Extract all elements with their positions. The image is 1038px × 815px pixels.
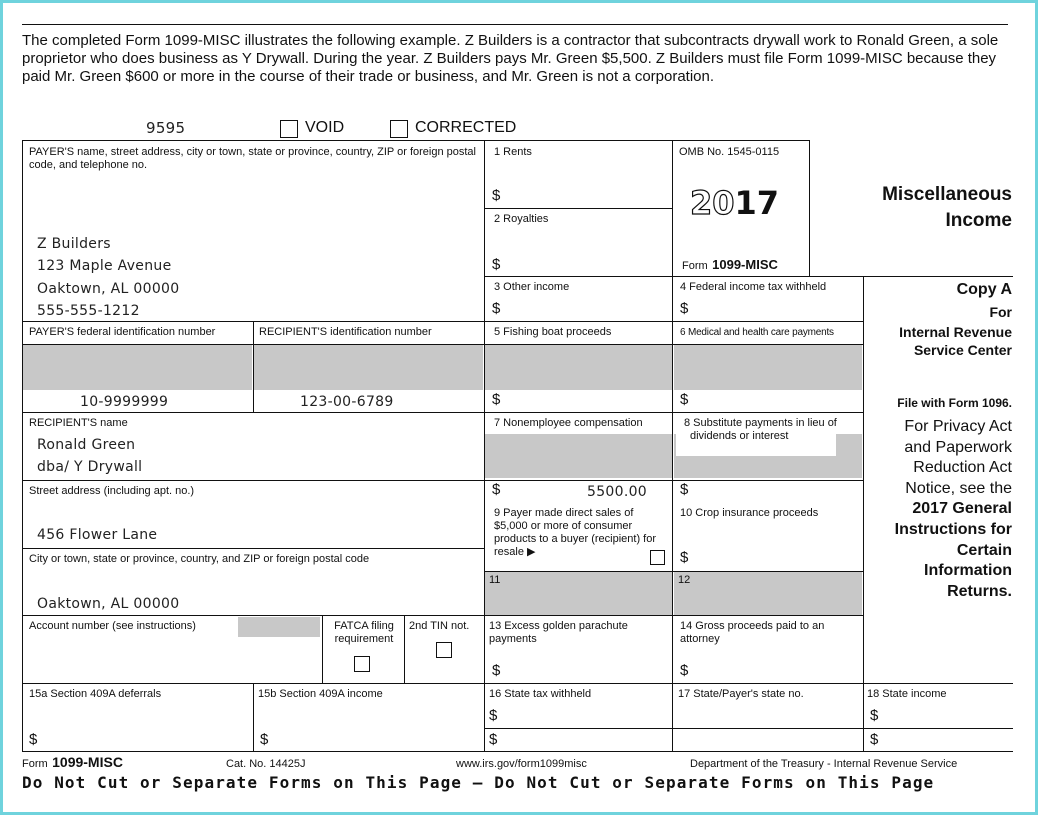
box15a-dollar: $ [29, 731, 38, 748]
line-row13-top [22, 615, 863, 616]
recipient-street: 456 Flower Lane [37, 527, 158, 543]
corrected-checkbox[interactable] [390, 120, 408, 138]
tin-notice-label: 2nd TIN not. [409, 620, 470, 632]
form-title [830, 182, 1012, 234]
recipient-dba: dba/ Y Drywall [37, 459, 143, 475]
line-fatca-left [322, 615, 323, 683]
box13-label: 13 Excess golden parachute payments [489, 620, 628, 645]
line-form-bottom [22, 751, 1013, 752]
box15b-label: 15b Section 409A income [258, 688, 383, 700]
box3-label: 3 Other income [494, 281, 570, 293]
box5-label: 5 Fishing boat proceeds [494, 326, 612, 338]
line-omb-right [809, 140, 810, 276]
footer-url: www.irs.gov/form1099misc [456, 758, 587, 770]
corrected-label: CORRECTED [415, 119, 517, 136]
payer-tin-shade [23, 344, 252, 390]
omb-number: OMB No. 1545-0115 [679, 146, 780, 158]
box6-shade [674, 344, 862, 390]
line-fatca-right [404, 615, 405, 683]
line-city-top [22, 548, 485, 549]
line-row4-top [22, 321, 863, 322]
notice-line6: Instructions for [894, 520, 1012, 538]
box16-dollar-2: $ [489, 731, 498, 748]
box16-label: 16 State tax withheld [489, 688, 592, 700]
file-with: File with Form 1096. [897, 396, 1012, 410]
line-row15-top [22, 683, 1013, 684]
tax-year-bold: 17 [734, 184, 780, 222]
notice-line8: Information [924, 562, 1012, 580]
box7-shade [485, 434, 672, 478]
box17-label: 17 State/Payer's state no. [678, 688, 804, 700]
box10-dollar: $ [680, 549, 689, 566]
box9-checkbox[interactable] [650, 550, 665, 565]
box11-label: 11 [489, 574, 501, 586]
line-15-split [253, 683, 254, 751]
box1-dollar: $ [492, 187, 501, 204]
line-state-mid [485, 728, 1013, 729]
box6-label: 6 Medical and health care payments [680, 327, 834, 338]
recipient-tin: 123-00-6789 [300, 394, 394, 410]
line-col2 [484, 140, 485, 751]
irs-line2: Service Center [913, 342, 1012, 358]
line-row11-top [485, 571, 863, 572]
notice-line9: Returns. [947, 582, 1012, 600]
payer-phone: 555-555-1212 [37, 303, 140, 319]
box12-label: 12 [678, 574, 691, 586]
box3-dollar: $ [492, 300, 501, 317]
box4-label: 4 Federal income tax withheld [680, 281, 827, 293]
line-row6-top [22, 480, 863, 481]
footer-cat-no: Cat. No. 14425J [226, 758, 306, 770]
box18-label: 18 State income [867, 688, 947, 700]
copy-a: Copy A [956, 281, 1012, 298]
omb-form-name [682, 256, 778, 274]
recipient-tin-shade [254, 344, 483, 390]
line-b1-b2 [485, 208, 672, 209]
intro-text: The completed Form 1099-MISC illustrates the following example. Z Builders is a contractor that subcontracts drywall work to Ronald Green, a sole proprietor who does business as Y Drywall. During the year. Z Builders pays Mr. Green $5,500. Z Builders must file Form 1099-MISC because they paid Mr. Green $600 or more in the course of their trade or business, and Mr. Green is not a corporation. [22, 32, 999, 85]
box13-dollar: $ [492, 662, 501, 679]
recipient-tin-label: RECIPIENT'S identification number [259, 326, 432, 338]
box12-shade [674, 571, 862, 615]
line-col3 [672, 140, 673, 751]
footer-department: Department of the Treasury - Internal Revenue Service [690, 758, 958, 770]
box4-dollar: $ [680, 300, 689, 317]
recipient-city: Oaktown, AL 00000 [37, 596, 180, 612]
fatca-checkbox[interactable] [354, 656, 370, 672]
privacy-notice [866, 417, 1012, 602]
box7-label: 7 Nonemployee compensation [494, 417, 643, 429]
payer-tin-label: PAYER'S federal identification number [29, 326, 216, 338]
box1-label: 1 Rents [494, 146, 532, 158]
box2-label: 2 Royalties [494, 213, 549, 225]
box16-dollar-1: $ [489, 707, 498, 724]
box6-dollar: $ [680, 391, 689, 408]
notice-line5: 2017 General [912, 500, 1012, 518]
box18-dollar-1: $ [870, 707, 879, 724]
form-top-line [22, 140, 809, 141]
omb-form-number: 1099-MISC [712, 257, 778, 272]
account-shade [238, 617, 320, 637]
form-code: 9595 [146, 119, 186, 137]
payer-city: Oaktown, AL 00000 [37, 281, 180, 297]
payer-name: Z Builders [37, 236, 111, 252]
form-title-line2: Income [945, 210, 1012, 231]
recipient-name: Ronald Green [37, 437, 136, 453]
box14-label: 14 Gross proceeds paid to an attorney [680, 620, 825, 645]
line-tin-split [253, 321, 254, 412]
payer-tin: 10-9999999 [80, 394, 169, 410]
tax-year [690, 184, 779, 222]
box7-dollar: $ [492, 481, 501, 498]
recipient-street-label: Street address (including apt. no.) [29, 485, 195, 497]
notice-line7: Certain [956, 541, 1012, 559]
tin-notice-checkbox[interactable] [436, 642, 452, 658]
omb-form-prefix: Form [682, 260, 708, 272]
notice-line2: and Paperwork [904, 438, 1012, 456]
form-title-line1: Miscellaneous [882, 184, 1012, 205]
line-row5-top [22, 412, 863, 413]
footer-form-number: 1099-MISC [52, 754, 123, 770]
account-label: Account number (see instructions) [29, 620, 196, 632]
payer-label: PAYER'S name, street address, city or town, state or province, country, ZIP or foreign postal code, and telephone no. [29, 146, 476, 171]
do-not-cut-warning: Do Not Cut or Separate Forms on This Page — Do Not Cut or Separate Forms on This Page [22, 773, 935, 792]
box15b-dollar: $ [260, 731, 269, 748]
fatca-label: FATCA filing requirement [334, 620, 394, 645]
void-label: VOID [305, 119, 345, 136]
void-checkbox[interactable] [280, 120, 298, 138]
box5-dollar: $ [492, 391, 501, 408]
notice-line3: Reduction Act [913, 459, 1012, 477]
box8-label: 8 Substitute payments in lieu of dividends or interest [684, 417, 837, 442]
top-rule [22, 24, 1008, 25]
box9-label: 9 Payer made direct sales of $5,000 or more of consumer products to a buyer (recipient) for resale ▶ [494, 507, 657, 558]
box8-dollar: $ [680, 481, 689, 498]
box10-label: 10 Crop insurance proceeds [680, 507, 819, 519]
line-col4 [863, 276, 864, 751]
box5-shade [485, 344, 672, 390]
box2-dollar: $ [492, 256, 501, 273]
box11-shade [485, 571, 672, 615]
recipient-city-label: City or town, state or province, country, and ZIP or foreign postal code [29, 553, 370, 565]
notice-line4: Notice, see the [905, 479, 1012, 497]
footer-form-name [22, 754, 123, 772]
payer-street: 123 Maple Avenue [37, 258, 172, 274]
notice-line1: For Privacy Act [904, 418, 1012, 435]
box15a-label: 15a Section 409A deferrals [29, 688, 162, 700]
box18-dollar-2: $ [870, 731, 879, 748]
tax-year-outline: 20 [690, 184, 735, 222]
copy-for: For [989, 304, 1012, 320]
footer-form-prefix: Form [22, 758, 48, 770]
box7-value: 5500.00 [587, 484, 647, 500]
box14-dollar: $ [680, 662, 689, 679]
irs-line1: Internal Revenue [899, 324, 1012, 340]
line-left [22, 140, 23, 751]
irs-center [866, 323, 1012, 359]
line-row3-top [485, 276, 1013, 277]
recipient-name-label: RECIPIENT'S name [29, 417, 128, 429]
line-shade-top [22, 344, 863, 345]
